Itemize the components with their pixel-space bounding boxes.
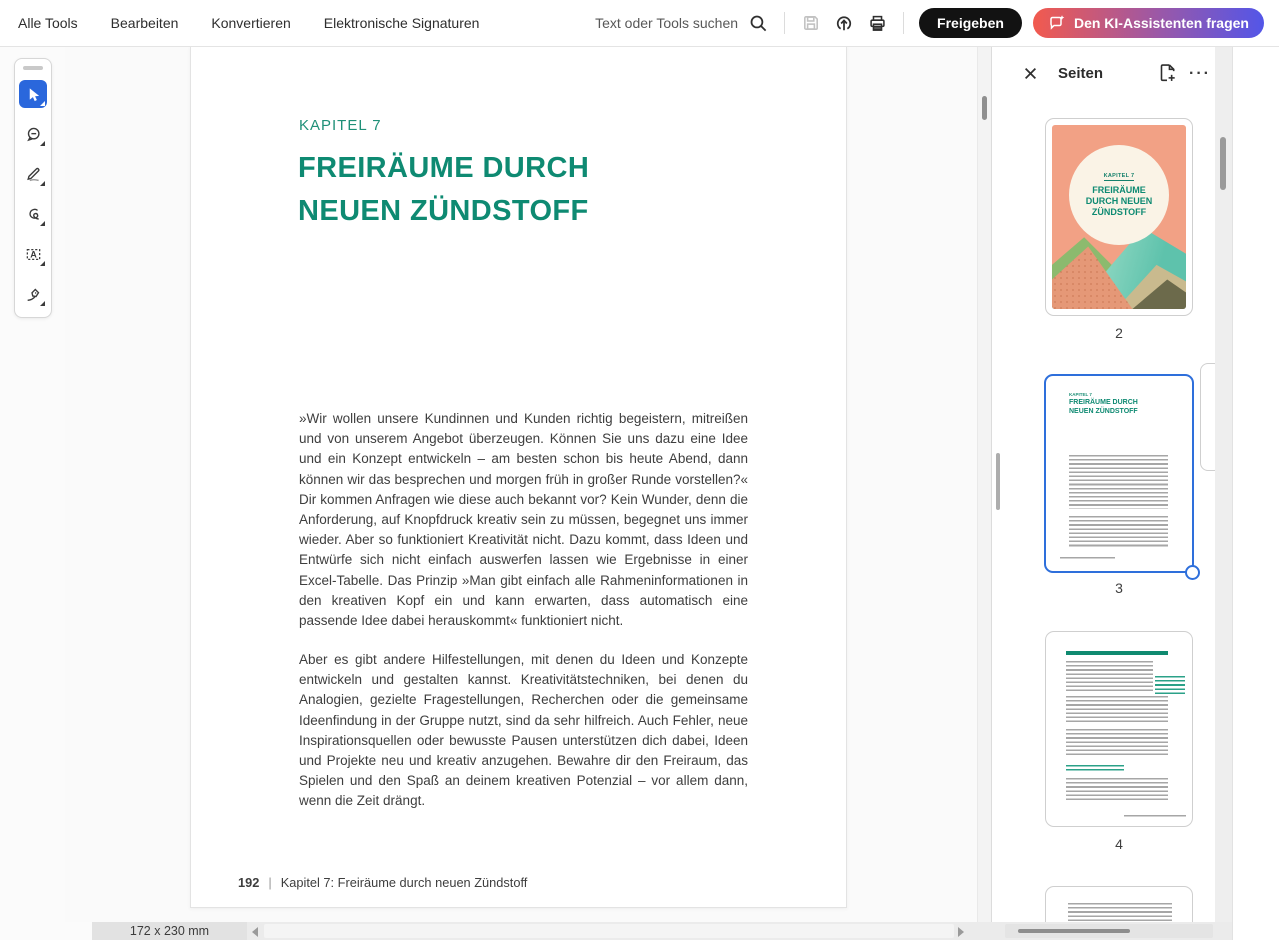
header-actions [595, 8, 1279, 38]
chapter-title: FREIRÄUME DURCH NEUEN ZÜNDSTOFF [298, 152, 590, 227]
menu-alle-tools[interactable]: Alle Tools [18, 15, 78, 31]
draw-lasso-tool-button[interactable] [19, 200, 47, 228]
page-dimensions-label: 172 x 230 mm [92, 922, 247, 940]
menu-bearbeiten[interactable]: Bearbeiten [110, 15, 179, 31]
highlight-pencil-tool-button[interactable] [19, 160, 47, 188]
save-icon [800, 12, 822, 34]
scroll-right-arrow[interactable] [958, 927, 964, 937]
add-text-box-tool-button[interactable] [19, 240, 47, 268]
rail-drag-handle[interactable] [23, 66, 43, 70]
fill-sign-tool-button[interactable] [19, 280, 47, 308]
divider [903, 12, 904, 34]
page-thumbnail-3-label: 3 [1115, 580, 1123, 596]
footer-page-number: 192 [238, 875, 260, 890]
thumbnail-text-lines [1066, 729, 1168, 757]
scroll-left-arrow[interactable] [252, 927, 258, 937]
document-vertical-scrollbar[interactable] [977, 47, 991, 922]
print-icon[interactable] [866, 12, 888, 34]
panel-more-options-icon[interactable]: ··· [1189, 65, 1211, 82]
search-input[interactable]: Text oder Tools suchen [595, 15, 739, 31]
panel-horizontal-scrollbar-thumb[interactable] [1018, 929, 1130, 933]
page-footer [238, 875, 527, 890]
cover-circle: KAPITEL 7 FREIRÄUME DURCH NEUEN ZÜNDSTOFF [1069, 145, 1169, 245]
right-tools-rail [1232, 47, 1279, 940]
paragraph-2: Aber es gibt andere Hilfestellungen, mit denen du Ideen und Konzepte entwickeln und gestalten kannst. Kreativitätstechniken, bei denen du Analogien, gezielte Fragestellungen, Recherchen oder die gemeinsame Ideenfindung in der Gruppe nutzt, sind da sehr hilfreich. Auch Fehler, neue Inspirationsquellen oder bewusste Pausen unterstützen dich dabei, Ideen und Projekte neu und kreativ anzugehen. Bewahre dir den Freiraum, das Spielen und den Spaß an deinem kreativen Potenzial – vor allem dann, wenn die Zeit drängt. [299, 652, 748, 809]
document-vertical-scrollbar-thumb[interactable] [982, 96, 987, 120]
menubar [0, 15, 479, 31]
thumbnail-text-lines [1069, 455, 1168, 509]
divider [784, 12, 785, 34]
ai-assistant-button[interactable] [1033, 8, 1264, 38]
ai-chat-sparkle-icon [1048, 14, 1066, 32]
paragraph-1: »Wir wollen unsere Kundinnen und Kunden richtig begeistern, mitreißen und von unserem Angebot überzeugen. Können Sie uns dazu eine Idee und ein Konzept entwickeln – am besten schon bis heute Abend, dann können wir das besprechen und morgen früh in großer Runde vorstellen?« Dir kommen Anfragen wie diese auch bekannt vor? Kein Wunder, denn die Anforderung, auf Knopfdruck kreativ sein zu müssen, begegnet uns immer wieder. Aber so funktioniert Kreativität nicht. Dazu kommt, dass Ideen und Entwürfe sich nicht einfach auswerfen lassen wie Ergebnisse in einer Excel-Tabelle. Das Prinzip »Man gibt einfach alle Rahmeninformationen in den kreativen Kopf ein und kann erwarten, dass automatisch eine passende Idee dabei herauskommt« funktioniert nicht. [299, 411, 748, 629]
page-thumbnail-4[interactable] [1045, 631, 1193, 827]
chapter-label: KAPITEL 7 [299, 117, 382, 134]
page-thumbnail-2[interactable] [1045, 118, 1193, 316]
menu-e-signaturen[interactable]: Elektronische Signaturen [323, 15, 480, 31]
ai-button-label: Den KI-Assistenten fragen [1073, 15, 1249, 31]
thumbnail-text-lines [1069, 516, 1168, 549]
add-page-icon[interactable] [1156, 62, 1178, 84]
page-thumbnail-3-selected[interactable]: KAPITEL 7 FREIRÄUME DURCH NEUEN ZÜNDSTOFF [1044, 374, 1194, 573]
pdf-page-3[interactable] [190, 47, 847, 908]
quick-tools-rail [14, 58, 52, 318]
thumbnail-heading-line [1066, 651, 1168, 655]
footer-chapter-text: Kapitel 7: Freiräume durch neuen Zündstoff [280, 875, 528, 890]
thumbnail-text-lines [1066, 661, 1153, 691]
panel-vertical-scrollbar-thumb[interactable] [1220, 137, 1226, 190]
share-button[interactable]: Freigeben [919, 8, 1022, 38]
document-horizontal-scrollbar[interactable] [264, 924, 954, 938]
cover-art [1052, 125, 1186, 309]
add-comment-tool-button[interactable] [19, 120, 47, 148]
thumbnail-subheading [1066, 765, 1124, 773]
thumbnail-resize-handle[interactable] [1185, 565, 1200, 580]
top-toolbar [0, 0, 1279, 47]
search-icon[interactable] [747, 12, 769, 34]
thumbnail-text-lines [1066, 778, 1168, 802]
menu-konvertieren[interactable]: Konvertieren [211, 15, 291, 31]
panel-title: Seiten [1058, 65, 1104, 82]
upload-cloud-icon[interactable] [833, 12, 855, 34]
document-viewport [65, 47, 977, 922]
svg-text:A: A [29, 248, 37, 259]
thumbnail-text-lines [1066, 696, 1168, 724]
panel-splitter-handle[interactable] [996, 453, 1000, 510]
page-thumbnail-4-label: 4 [1115, 836, 1123, 852]
select-tool-button[interactable] [19, 80, 47, 108]
page-thumbnail-2-label: 2 [1115, 325, 1123, 341]
footer-divider: | [268, 875, 272, 890]
thumbnail-footer-line [1124, 815, 1186, 818]
thumbnail-margin-note [1155, 676, 1185, 694]
close-panel-icon[interactable] [1020, 63, 1040, 83]
thumbnail-footer-line [1060, 557, 1115, 560]
